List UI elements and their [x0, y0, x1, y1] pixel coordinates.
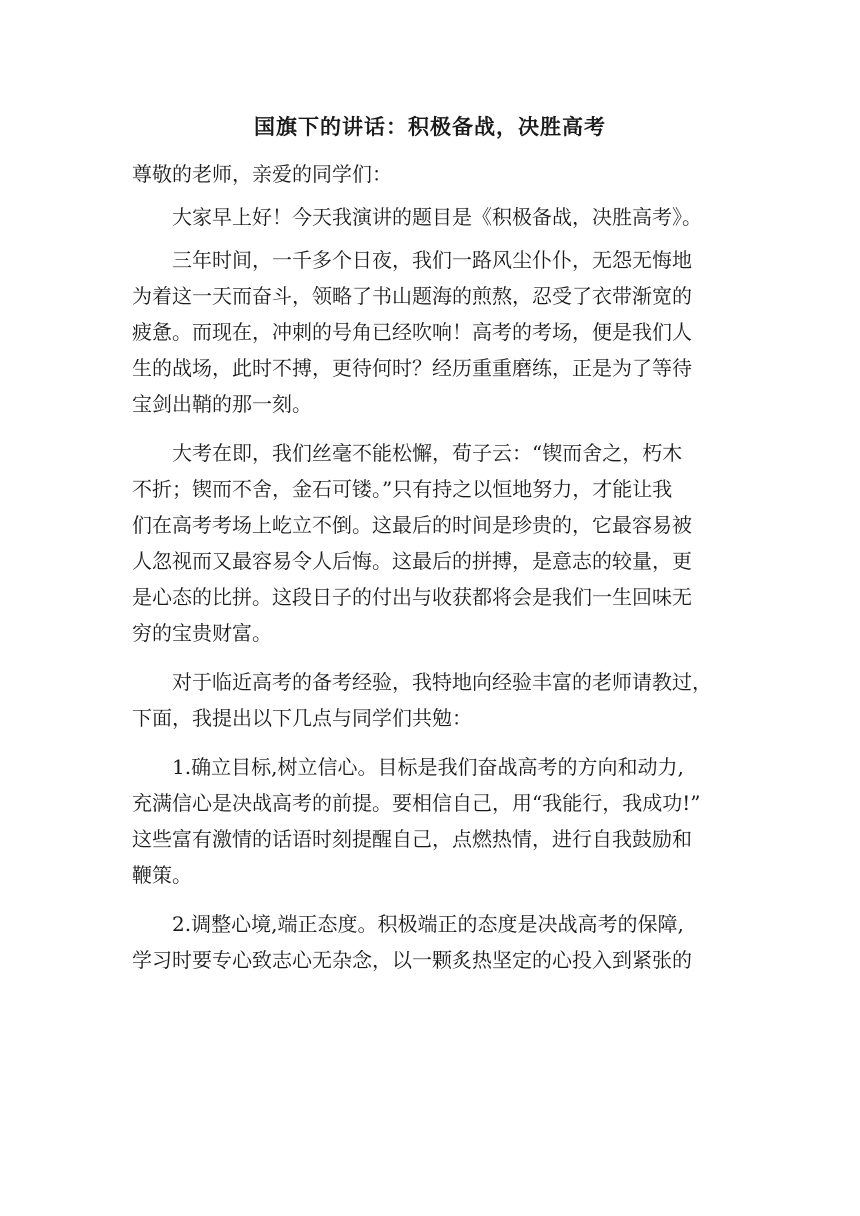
list-item-line: 鞭策。 — [132, 863, 192, 887]
paragraph-line: 疲惫。而现在，冲刺的号角已经吹响！高考的考场，便是我们人 — [132, 320, 692, 344]
paragraph-line: 大考在即，我们丝毫不能松懈，荀子云：“锲而舍之，朽木 — [172, 441, 683, 465]
paragraph-line: 人忽视而又最容易令人后悔。这最后的拼搏，是意志的较量，更 — [132, 549, 692, 573]
list-item-line: 学习时要专心致志心无杂念，以一颗炙热坚定的心投入到紧张的 — [132, 948, 692, 972]
document-body — [132, 156, 732, 978]
paragraph-line: 为着这一天而奋斗，领略了书山题海的煎熬，忍受了衣带渐宽的 — [132, 284, 692, 308]
page-title: 国旗下的讲话：积极备战，决胜高考 — [254, 114, 606, 139]
paragraph-line: 是心态的比拼。这段日子的付出与收获都将会是我们一生回味无 — [132, 585, 692, 609]
list-item-line: 这些富有激情的话语时刻提醒自己，点燃热情，进行自我鼓励和 — [132, 827, 692, 851]
paragraph-line: 生的战场，此时不搏，更待何时？经历重重磨练，正是为了等待 — [132, 356, 692, 380]
paragraph-line: 们在高考考场上屹立不倒。这最后的时间是珍贵的，它最容易被 — [132, 513, 692, 537]
paragraph-line: 下面，我提出以下几点与同学们共勉： — [132, 706, 472, 730]
paragraph-line: 宝剑出鞘的那一刻。 — [132, 392, 312, 416]
salutation: 尊敬的老师，亲爱的同学们： — [132, 162, 392, 186]
paragraph-line: 不折；锲而不舍，金石可镂。”只有持之以恒地努力，才能让我 — [132, 477, 673, 501]
paragraph-line: 对于临近高考的备考经验，我特地向经验丰富的老师请教过， — [172, 670, 712, 694]
paragraph-line: 三年时间，一千多个日夜，我们一路风尘仆仆，无怨无悔地 — [172, 248, 692, 272]
paragraph-line: 穷的宝贵财富。 — [132, 621, 272, 645]
paragraph-line: 大家早上好！今天我演讲的题目是《积极备战，决胜高考》。 — [172, 205, 702, 229]
list-item-line: 充满信心是决战高考的前提。要相信自己，用“我能行，我成功!” — [132, 791, 701, 815]
list-item-line: 1.确立目标,树立信心。目标是我们奋战高考的方向和动力, — [172, 755, 684, 779]
list-item-line: 2.调整心境,端正态度。积极端正的态度是决战高考的保障, — [172, 912, 684, 936]
